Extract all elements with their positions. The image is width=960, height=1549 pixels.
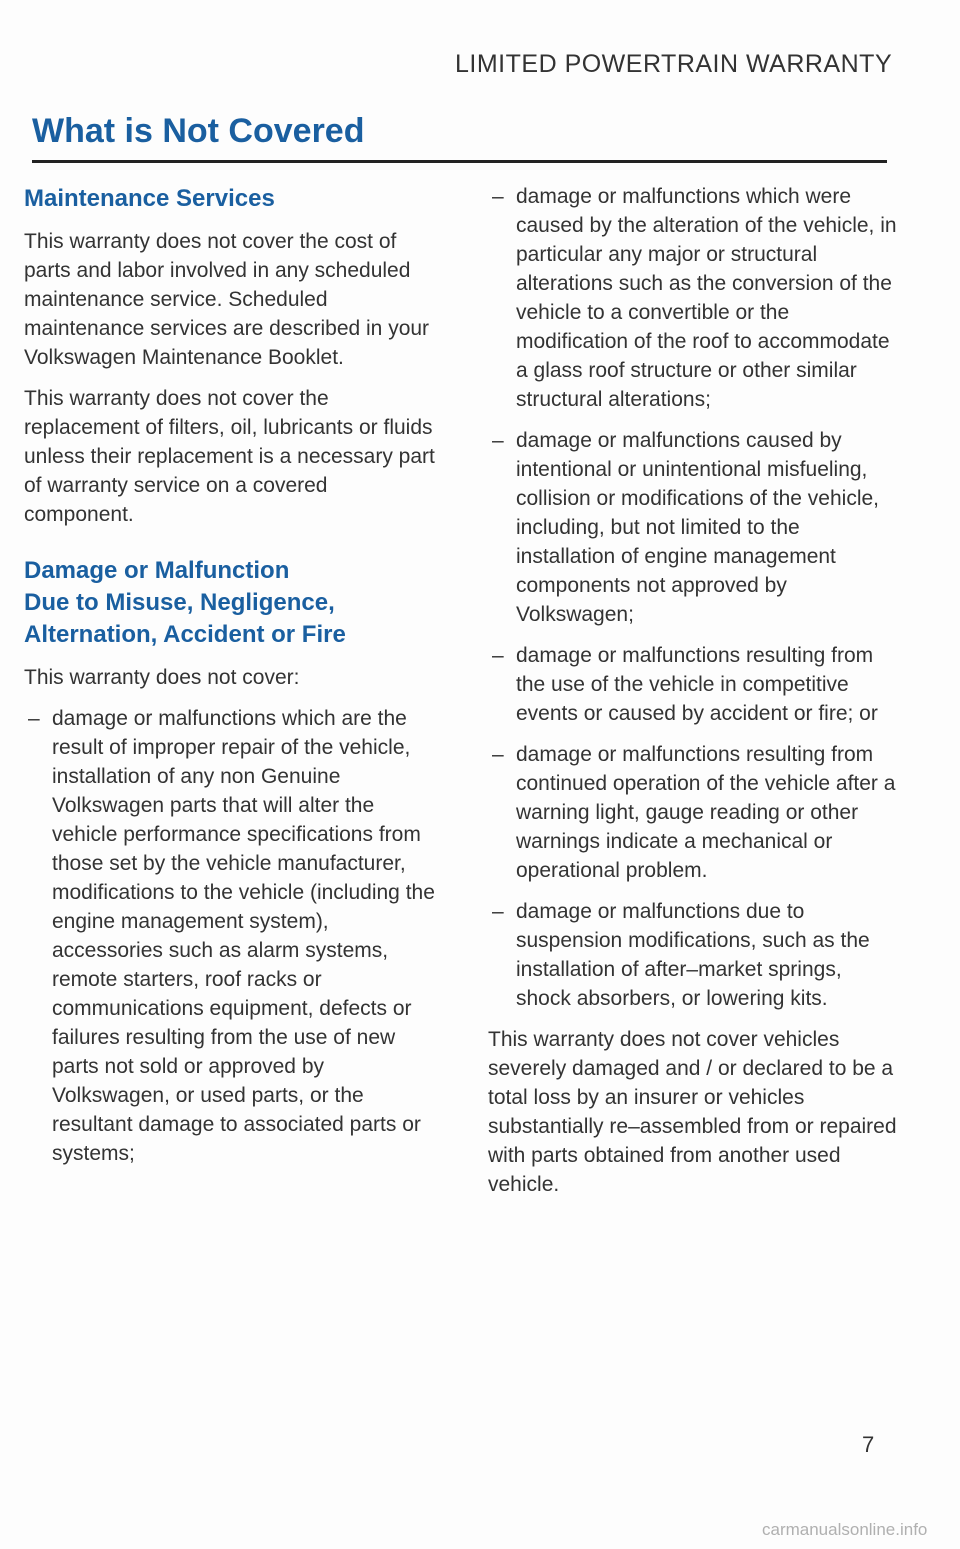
damage-heading-line-3: Alternation, Accident or Fire <box>24 621 346 648</box>
list-item-text: damage or malfunctions caused by intentional or unintentional misfueling, collision or modifications of the vehicle, including, but not limited to the installation of engine management components not approved by Volkswagen; <box>516 429 880 626</box>
list-item <box>488 897 900 1013</box>
dash-bullet: – <box>492 429 504 452</box>
right-column <box>488 182 900 1211</box>
maintenance-heading: Maintenance Services <box>24 185 275 212</box>
page-number: 7 <box>862 1432 875 1457</box>
list-item <box>488 740 900 885</box>
list-item <box>488 426 900 629</box>
maintenance-paragraph-1: This warranty does not cover the cost of parts and labor involved in any scheduled maintenance service. Scheduled maintenance services are described in your Volkswagen Maintenance Booklet. <box>24 230 430 369</box>
list-item <box>24 704 436 1168</box>
list-item-text: damage or malfunctions which are the result of improper repair of the vehicle, installation of any non Genuine Volkswagen parts that will alter the vehicle performance specifications from those set by the vehicle manufacturer, modifications to the vehicle (including the engine management system), accessories such as alarm systems, remote starters, roof racks or communications equipment, defects or failures resulting from the use of new parts not sold or approved by Volkswagen, or used parts, or the resultant damage to associated parts or systems; <box>52 707 435 1165</box>
list-item <box>488 641 900 728</box>
dash-bullet: – <box>492 900 504 923</box>
title-divider <box>32 160 887 163</box>
dash-bullet: – <box>492 185 504 208</box>
maintenance-paragraph-2: This warranty does not cover the replacement of filters, oil, lubricants or fluids unless their replacement is a necessary part of warranty service on a covered component. <box>24 387 435 526</box>
damage-heading <box>24 555 436 651</box>
running-header: LIMITED POWERTRAIN WARRANTY <box>455 50 893 78</box>
damage-intro: This warranty does not cover: <box>24 666 300 689</box>
dash-bullet: – <box>492 743 504 766</box>
exclusion-list-right <box>488 182 900 1013</box>
exclusion-list-left <box>24 704 436 1168</box>
dash-bullet: – <box>492 644 504 667</box>
list-item-text: damage or malfunctions which were caused by the alteration of the vehicle, in particular any major or structural alterations such as the conversion of the vehicle to a convertible or the modification of the roof to accommodate a glass roof structure or other similar structural alterations; <box>516 185 897 411</box>
list-item-text: damage or malfunctions resulting from the use of the vehicle in competitive events or caused by accident or fire; or <box>516 644 878 725</box>
section-title: What is Not Covered <box>32 112 365 150</box>
list-item-text: damage or malfunctions resulting from continued operation of the vehicle after a warning light, gauge reading or other warnings indicate a mechanical or operational problem. <box>516 743 896 882</box>
left-column <box>24 183 436 1180</box>
list-item-text: damage or malfunctions due to suspension modifications, such as the installation of after–market springs, shock absorbers, or lowering kits. <box>516 900 870 1010</box>
damage-heading-line-1: Damage or Malfunction <box>24 557 290 584</box>
watermark: carmanualsonline.info <box>762 1520 928 1539</box>
closing-paragraph: This warranty does not cover vehicles severely damaged and / or declared to be a total loss by an insurer or vehicles substantially re–assembled from or repaired with parts obtained from another used vehicle. <box>488 1028 897 1196</box>
dash-bullet: – <box>28 707 40 730</box>
damage-heading-line-2: Due to Misuse, Negligence, <box>24 589 335 616</box>
list-item <box>488 182 900 414</box>
